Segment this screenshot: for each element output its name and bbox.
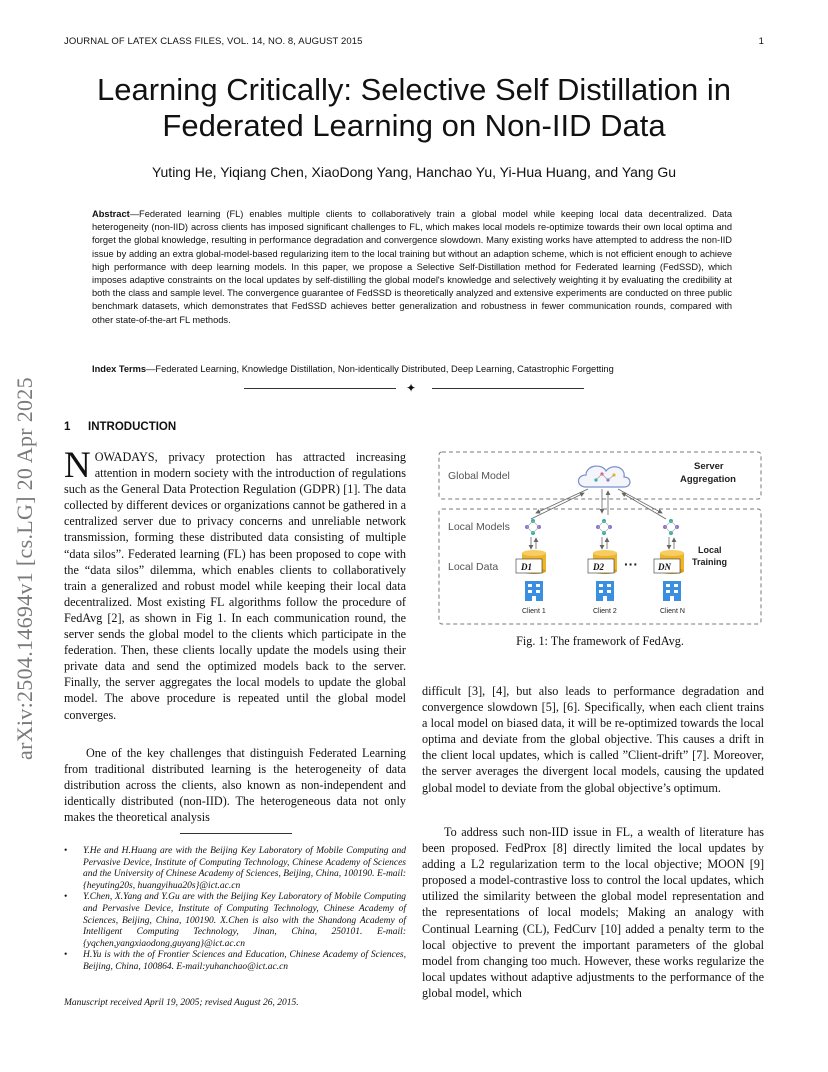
drop-cap: N (64, 445, 91, 486)
abstract-label: Abstract (92, 209, 130, 219)
bullet-icon: • (64, 846, 68, 856)
manuscript-note: Manuscript received April 19, 2005; revised August 26, 2015. (64, 998, 299, 1008)
intro-paragraph-1 (64, 445, 406, 723)
neural-network-icon (525, 519, 541, 535)
building-icon (525, 581, 543, 601)
intro-smallcaps: OWADAYS (94, 450, 155, 464)
dataset-dn-label: DN (658, 562, 671, 572)
training-label: Training (692, 557, 728, 567)
index-terms-label: Index Terms (92, 364, 147, 374)
separator-line-left (244, 388, 396, 389)
communication-arrows (531, 489, 666, 519)
bullet-icon: • (64, 950, 68, 961)
footnote-text: Y.Chen, X.Yang and Y.Gu are with the Beijing Key Laboratory of Mobile Computing and Pervasive Device, Institute of Computing Technology, Chinese Academy of Sciences, Beijing, China, 100190. X.Chen is also with the Shandong Academy of Intelligent Computing Technology, Jinan, China, 250101. E-mail:{yqchen,yangxiaodong,guyang}@ict.ac.cn (83, 892, 406, 949)
intro-paragraph-1-text: , privacy protection has attracted increasing attention in modern society with the introduction of regulations such as the General Data Protection Regulation (GDPR) [1]. The data collected by different devices or organizations cannot be gathered in a centralized server due to privacy concerns and unreliable network transmission, forming these distributed data consisting of multiple “data silos”. Federated learning (FL) has been proposed to cope with the “data silos” dilemma, which enables clients to collaboratively train a generalized and robust model while keeping their local data decentralized. Most existing FL algorithms follow the procedure of FedAvg [2], as shown in Fig 1. In each communication round, the server sends the global model to the clients which participate in the federation. Then, these clients locally update the models using their private data and send the optimized models back to the server. Finally, the server aggregates the local models to update the global model. The above procedure is repeated until the global model converges. (64, 450, 406, 722)
footnote-list (64, 846, 406, 974)
bullet-icon: • (64, 892, 68, 903)
separator-line-right (432, 388, 584, 389)
building-icon (596, 581, 614, 601)
fedavg-framework-figure (436, 449, 764, 631)
abstract (92, 208, 732, 327)
footnote-text: Y.He and H.Huang are with the Beijing Key Laboratory of Mobile Computing and Pervasive Device, Institute of Computing Technology, Chinese Academy of Sciences and the University of Chinese Academy of Sciences, Beijing, China, 100190. E-mail: {heyuting20s, huangyihua20s}@ict.ac.cn (83, 846, 406, 891)
right-paragraph-1: difficult [3], [4], but also leads to performance degradation and convergence slowdown [5], [6]. Specifically, when each client trains a local model on biased data, it will be re-optimized towards the local optima and deviate from the global objective. This causes a drift in the client local updates, which is called ”Client-drift” [7]. Moreover, the server averages the divergent local models, causing the updated global model to deviate from the global objective’s optimum. (422, 684, 764, 795)
footnote-text: H.Yu is with the of Frontier Sciences and Education, Chinese Academy of Sciences, Beijing, China, 100864. E-mail:yuhanchao@ict.ac.cn (83, 950, 406, 972)
footnote-item (64, 846, 406, 892)
dataset-d1-label: D1 (521, 562, 532, 572)
intro-paragraph-2: One of the key challenges that distinguish Federated Learning from traditional distributed learning is the heterogeneity of data distribution across the clients, also known as non-independent and identically distributed (non-IID). The heterogeneous data not only makes the theoretical analysis (64, 746, 406, 825)
page-number: 1 (758, 36, 764, 47)
section-title: INTRODUCTION (88, 421, 177, 433)
index-terms-text: —Federated Learning, Knowledge Distillation, Non-identically Distributed, Deep Learning, Catastrophic Forgetting (146, 364, 614, 374)
section-heading (64, 421, 176, 433)
journal-name: JOURNAL OF LATEX CLASS FILES, VOL. 14, NO. 8, AUGUST 2015 (64, 36, 363, 47)
index-terms (92, 363, 732, 376)
footnote-item (64, 950, 406, 973)
local-models-label: Local Models (448, 521, 510, 533)
aggregation-label: Aggregation (680, 474, 736, 485)
running-head (64, 36, 764, 47)
cloud-icon (579, 466, 631, 487)
training-arrows (531, 537, 674, 549)
ellipsis-label: ··· (624, 556, 638, 572)
local-data-label: Local Data (448, 561, 499, 573)
client-1-label: Client 1 (522, 608, 546, 615)
global-model-label: Global Model (448, 470, 510, 482)
separator-diamond-icon: ✦ (406, 381, 417, 395)
client-2-label: Client 2 (593, 608, 617, 615)
paper-title: Learning Critically: Selective Self Distillation in Federated Learning on Non-IID Data (96, 72, 732, 143)
neural-network-icon (596, 519, 612, 535)
author-list: Yuting He, Yiqiang Chen, XiaoDong Yang, Hanchao Yu, Yi-Hua Huang, and Yang Gu (151, 164, 677, 180)
section-separator (244, 382, 584, 396)
dataset-d2-label: D2 (593, 562, 604, 572)
right-paragraph-2: To address such non-IID issue in FL, a wealth of literature has been proposed. FedProx [8] directly limited the local updates by adding a L2 regularization term to the local objective; MOON [9] proposed a model-contrastive loss to control the local updates, which utilized the similarity between the global model representation and the representations of local models; Making an analogy with Continual Learning (CL), FedCurv [10] added a penalty term to the local objective to prevent the important parameters of the global model from changing too much. However, these works regularize the local updates without adaptive adjustments to the performance of the global model, which (422, 825, 764, 1000)
client-n-label: Client N (660, 608, 685, 615)
footnote-rule (180, 833, 292, 834)
neural-network-icon (663, 519, 679, 535)
footnote-item (64, 892, 406, 950)
local-label: Local (698, 545, 722, 555)
abstract-text: —Federated learning (FL) enables multiple clients to collaboratively train a global model while keeping local data decentralized. Data heterogeneity (non-IID) across clients has imposed significant challenges to FL, which makes local models re-optimize towards their own local optima and forget the global knowledge, resulting in performance degradation and convergence slowdown. Many existing works have attempted to address the non-IID issue by adding an extra global-model-based regularizing item to the local training but without an adaption scheme, which is not efficient enough to achieve high performance with deep learning models. In this paper, we propose a Selective Self-Distillation method for Federated learning (FedSSD), which imposes adaptive constraints on the local updates by self-distilling the global model's knowledge and selectively weighting it by evaluating the credibility at both the class and sample level. The convergence guarantee of FedSSD is theoretically analyzed and extensive experiments are conducted on three public benchmark datasets, which demonstrates that FedSSD achieves better generalization and robustness in fewer communication rounds, compared with other state-of-the-art FL methods. (92, 209, 732, 325)
section-number: 1 (64, 421, 71, 433)
figure-caption: Fig. 1: The framework of FedAvg. (516, 634, 684, 648)
building-icon (663, 581, 681, 601)
server-label: Server (694, 461, 724, 472)
arxiv-stamp: arXiv:2504.14694v1 [cs.LG] 20 Apr 2025 (12, 377, 37, 760)
